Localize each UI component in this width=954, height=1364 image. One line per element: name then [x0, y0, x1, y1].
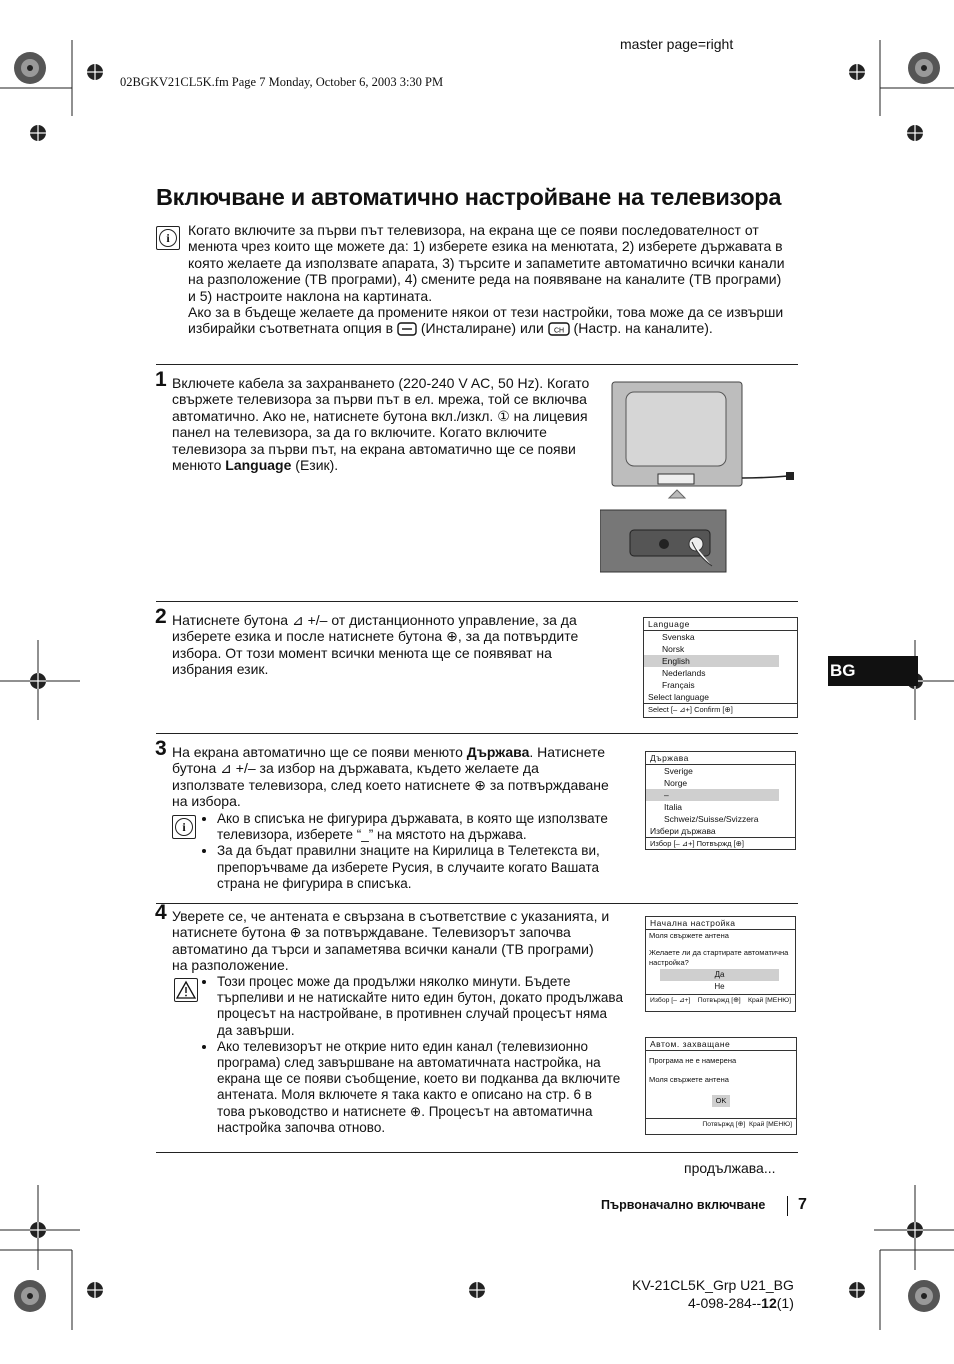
country-menu	[645, 751, 796, 850]
note-item: • Този процес може да продължи няколко минути. Бъдете търпеливи и не натискайте нито един бутон, докато продължава процесът на настройване, в противнен случай процесът няма да завърши.	[217, 974, 623, 1039]
menu-title: Language	[644, 618, 797, 631]
menu-hint: Select language	[648, 692, 709, 702]
step-1-text: Включете кабела за захранването (220-240 V AC, 50 Hz). Когато свържете телевизора за първи път в ел. мрежа, той се включва автоматично. Ако не, натиснете бутона вкл./изкл. ① на лицевия панел на телевизора, за да го включите. Когато включите телевизора за първи път, на екрана автоматично ще се появи менюто Language (Език).	[172, 375, 590, 474]
option-no: Не	[714, 982, 725, 991]
divider	[156, 733, 798, 734]
info-icon: i	[172, 815, 196, 839]
language-menu	[643, 617, 798, 718]
intro-text: Когато включите за първи път телевизора, на екрана ще се появи последователност от менюта чрез които ще можете да: 1) изберете езика на менютата, 2) изберете държавата в която желаете да използвате апарата, 3) търсите и запаметите автоматично всички канали на разположение (ТВ програми), 4) смените реда на появяване на каналите (ТВ програми) и 5) настроите наклона на картината. Ако за в бъдеще желаете да промените някои от тези настройки, това може да се извърши избирайки съответната опция в (Инсталиране) или CH (Настр. на каналите).	[188, 222, 785, 337]
menu-footer: Потвържд [⊕] Край [МЕНЮ]	[646, 1118, 796, 1131]
file-info-line: 02BGKV21CL5K.fm Page 7 Monday, October 6, 2003 3:30 PM	[120, 75, 444, 89]
menu-footer: Избор [– ⊿+] Потвържд [⊕] Край [МЕНЮ]	[646, 994, 795, 1007]
step-4-text: Уверете се, че антената е свързана в съответствие с указанията, и натиснете бутона ⊕ за потвърждаване. Телевизорът започва автоматино да търси и запаметява всички канали (ТВ програми) на разположение.	[172, 908, 610, 974]
menu-footer: Select [– ⊿+] Confirm [⊕]	[644, 703, 797, 716]
step-2-text: Натиснете бутона ⊿ +/– от дистанционното управление, за да изберете езика и после натиснете бутона ⊕, за да потвърдите избора. От този момент всички менюта ще се появяват на избрания език.	[172, 612, 579, 678]
footer-section-title: Първоначално включване	[601, 1198, 766, 1212]
channel-setup-icon	[548, 320, 570, 336]
initial-setup-menu	[645, 916, 796, 1012]
page-number: 7	[798, 1196, 807, 1213]
page-title: Включване и автоматично настройване на телевизора	[156, 184, 782, 210]
menu-message: Желаете ли да стартирате автоматична настройка?	[649, 948, 789, 967]
menu-title: Държава	[646, 752, 795, 765]
note-item: • За да бъдат правилни знаците на Кирилица в Телетекста ви, препоръчваме да изберете Русия, в случаите когато Вашата страна не фигурира в списъка.	[217, 843, 623, 892]
step-number: 1	[155, 368, 167, 391]
step-number: 2	[155, 605, 167, 628]
info-icon: i	[156, 226, 180, 250]
menu-item: Français	[662, 680, 695, 690]
menu-title: Автом. захващане	[646, 1038, 796, 1051]
step-4-notes	[203, 974, 623, 1136]
step-3-text: На екрана автоматично ще се появи менюто Държава. Натиснете бутона ⊿ +/– за избор на държавата, където желаете да използвате телевизора, след което натиснете ⊕ за потвърждаване на избора.	[172, 744, 609, 810]
ok-option: OK	[712, 1095, 730, 1107]
step-number: 4	[155, 901, 167, 924]
master-page-label: master page=right	[620, 36, 734, 52]
auto-store-menu	[645, 1037, 797, 1135]
menu-item: Italia	[664, 802, 682, 812]
menu-message: Програма не е намерена	[649, 1056, 737, 1065]
install-icon	[397, 320, 417, 336]
continues-label: продължава...	[684, 1160, 776, 1176]
menu-item: Nederlands	[662, 668, 706, 678]
step-3-notes	[203, 811, 623, 892]
menu-item: Sverige	[664, 766, 693, 776]
option-yes: Да	[660, 969, 779, 981]
menu-item: Norge	[664, 778, 688, 788]
divider	[156, 903, 798, 904]
menu-item: Schweiz/Suisse/Svizzera	[664, 814, 759, 824]
menu-hint: Избери държава	[650, 826, 716, 836]
divider	[156, 601, 798, 602]
language-side-tab: BG	[828, 656, 918, 686]
divider	[156, 364, 798, 365]
step-number: 3	[155, 737, 167, 760]
warning-icon	[174, 978, 198, 1002]
note-item: • Ако в списъка не фигурира държавата, в която ще използвате телевизора, изберете “_” на мястото на държава.	[217, 811, 623, 843]
menu-item-selected: English	[644, 655, 779, 667]
menu-item: Svenska	[662, 632, 695, 642]
menu-title: Начална настройка	[646, 917, 795, 930]
note-item: • Ако телевизорът не открие нито един канал (телевизионно програма) след завършване на автоматичната настройка, на екрана ще се появи съобщение, което ви подканва да включите антената. Моля включете я така както е описано на стр. 6 в това ръководство и натиснете ⊕. Процесът на автоматична настройка започва отново.	[217, 1039, 623, 1136]
menu-item: Norsk	[662, 644, 685, 654]
tv-illustration	[600, 378, 800, 578]
menu-item-selected: –	[646, 789, 779, 801]
divider	[156, 1152, 798, 1153]
menu-footer: Избор [– ⊿+] Потвържд [⊕]	[646, 837, 795, 850]
document-id: KV-21CL5K_Grp U21_BG 4-098-284--12(1)	[632, 1277, 794, 1311]
menu-message: Моля свържете антена	[649, 931, 729, 940]
footer-separator	[787, 1196, 788, 1216]
menu-message: Моля свържете антена	[649, 1075, 729, 1084]
svg-text:CH: CH	[553, 327, 564, 335]
